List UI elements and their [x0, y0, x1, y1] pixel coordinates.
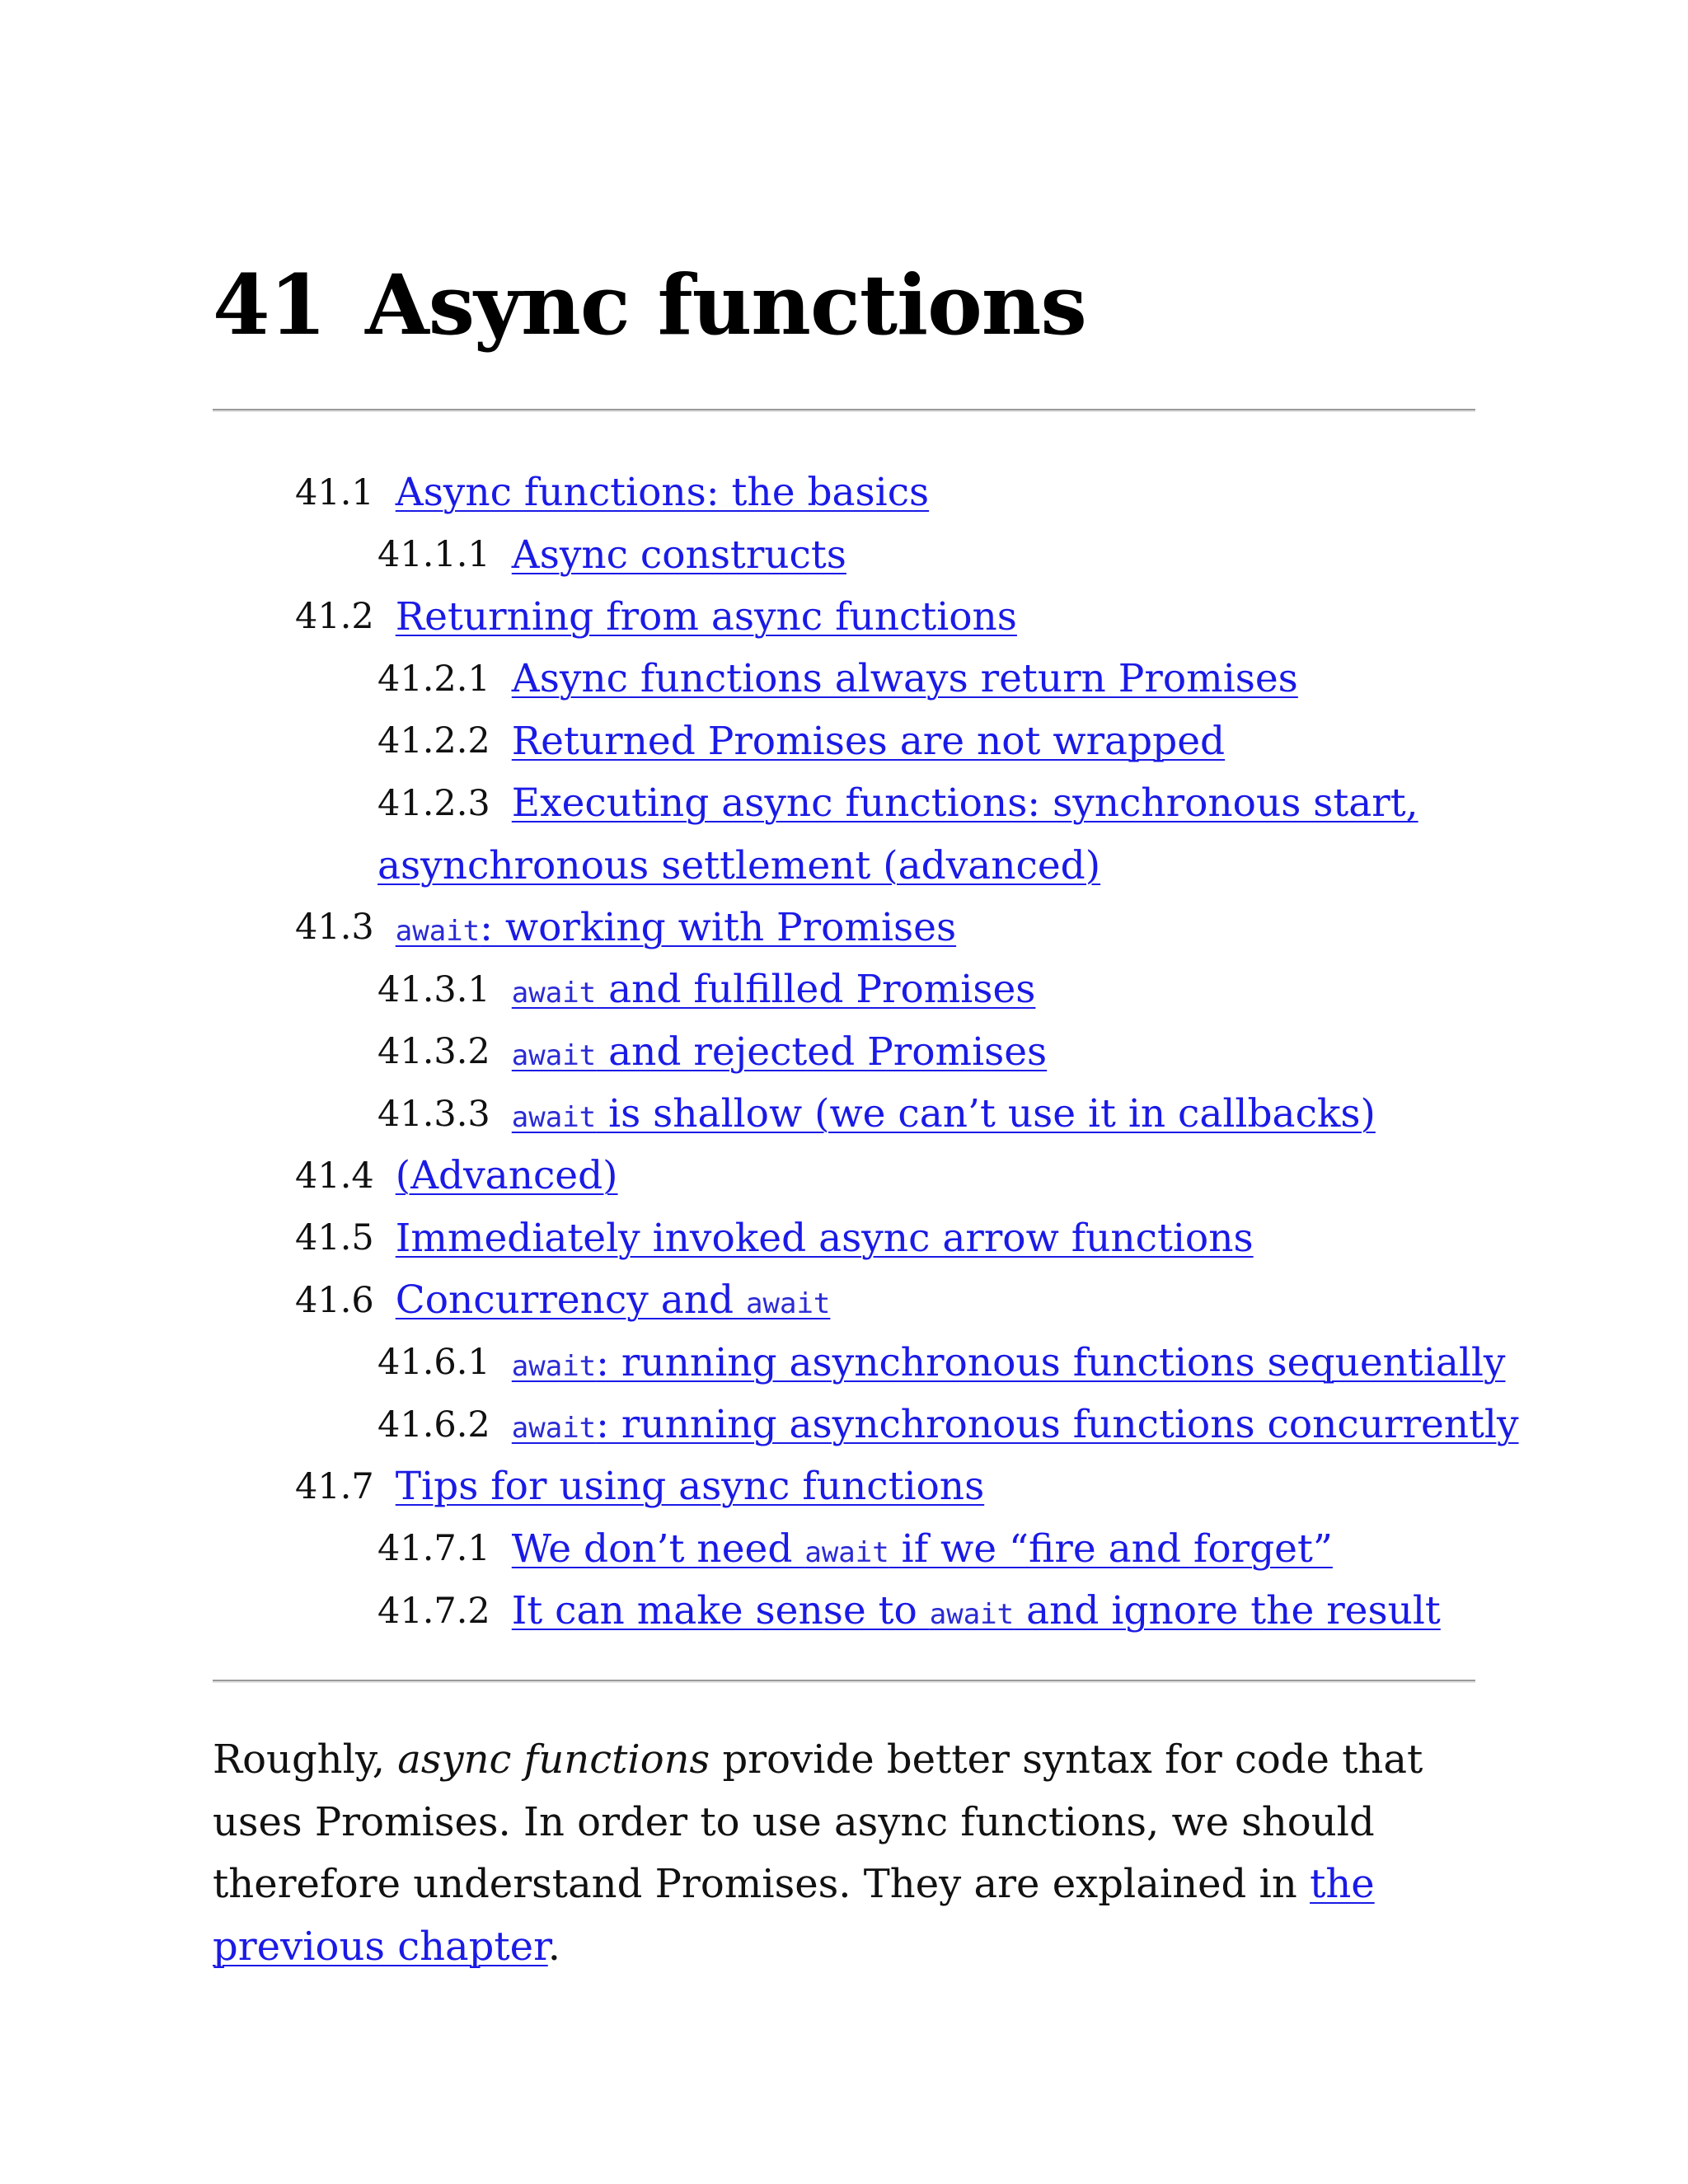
toc-item-number: 41.7.1: [377, 1528, 490, 1570]
toc-item: [295, 523, 1519, 585]
toc-link-text: Async constructs: [511, 532, 846, 578]
toc-item: [295, 1083, 1519, 1145]
toc-item: [295, 1269, 1519, 1331]
toc-link[interactable]: [512, 1588, 1441, 1633]
toc-item-number: 41.6.2: [377, 1404, 490, 1446]
toc-link[interactable]: [396, 1277, 831, 1323]
toc-link-text: and rejected Promises: [596, 1029, 1048, 1075]
toc-item: [295, 1021, 1519, 1083]
toc-item-number: 41.2: [295, 596, 374, 638]
toc-link[interactable]: [512, 719, 1225, 764]
code-await: await: [929, 1598, 1015, 1632]
toc-item-number: 41.1.1: [377, 534, 490, 576]
chapter-number: 41: [213, 256, 326, 354]
code-await: await: [746, 1287, 831, 1321]
toc-item-number: 41.3.1: [377, 968, 490, 1010]
chapter-title-text: Async functions: [365, 256, 1086, 354]
toc-item: [295, 834, 1519, 896]
code-await: await: [395, 914, 481, 948]
toc-link[interactable]: [377, 843, 1100, 888]
intro-text-before: Roughly,: [213, 1736, 398, 1783]
code-await: await: [511, 1101, 597, 1135]
toc-link-text: Tips for using async functions: [395, 1464, 985, 1510]
toc-link-text: asynchronous settlement (advanced): [377, 842, 1101, 888]
toc-link[interactable]: [512, 1029, 1047, 1075]
intro-text-middle: provide better syntax for code that uses Promises. In order to use async functions, we should therefore understand Promises. They are explained in: [213, 1736, 1423, 1907]
toc-item: [295, 710, 1519, 772]
toc-link-text: Concurrency and: [395, 1277, 747, 1324]
toc-item: [295, 1455, 1519, 1517]
toc-link[interactable]: [512, 1091, 1376, 1137]
toc-link-text: and ignore the result: [1014, 1588, 1441, 1634]
toc-link[interactable]: [512, 1340, 1506, 1385]
intro-paragraph: [213, 1729, 1475, 1978]
toc-link-text: Immediately invoked async arrow functions: [395, 1215, 1254, 1261]
toc-link[interactable]: [396, 1464, 984, 1509]
toc-item: [295, 586, 1519, 648]
toc-item-number: 41.2.2: [377, 720, 490, 762]
toc-link-text: : working with Promises: [480, 904, 957, 950]
intro-emphasis: async functions: [397, 1736, 710, 1783]
toc-link-text: Returning from async functions: [395, 593, 1017, 640]
toc-link[interactable]: [396, 470, 929, 515]
toc-link-text: : running asynchronous functions sequentially: [596, 1339, 1506, 1385]
toc-link[interactable]: [512, 532, 846, 578]
toc-link-text: Executing async functions: synchronous start,: [511, 780, 1418, 827]
toc-link[interactable]: [512, 967, 1036, 1012]
toc-item: [295, 1207, 1519, 1269]
toc-link-text: Async functions always return Promises: [511, 656, 1298, 702]
code-await: await: [511, 977, 597, 1010]
code-await: await: [511, 1038, 597, 1072]
toc-item: [295, 1394, 1519, 1455]
toc-item-number: 41.3: [295, 907, 374, 949]
toc-link[interactable]: [512, 780, 1418, 826]
code-await: await: [511, 1412, 597, 1446]
toc-item-number: 41.7.2: [377, 1590, 490, 1632]
toc-item-number: 41.2.1: [377, 658, 490, 700]
toc-item-number: 41.6.1: [377, 1342, 490, 1384]
toc-link-text: (Advanced): [395, 1153, 618, 1199]
chapter-title: [213, 251, 1086, 359]
toc-item-number: 41.1: [295, 471, 374, 513]
divider-bottom: [213, 1680, 1475, 1683]
toc-item: [295, 772, 1519, 834]
toc-link[interactable]: [396, 594, 1017, 640]
toc-item: [295, 958, 1519, 1020]
toc-item: [295, 648, 1519, 710]
toc-item: [295, 1518, 1519, 1580]
toc-link-text: Returned Promises are not wrapped: [511, 718, 1226, 764]
toc-item: [295, 462, 1519, 523]
toc-item-number: 41.6: [295, 1279, 374, 1321]
toc-link-text: It can make sense to: [511, 1588, 930, 1634]
toc-link[interactable]: [512, 656, 1298, 701]
toc-item-number: 41.4: [295, 1155, 374, 1197]
code-await: await: [511, 1349, 597, 1383]
previous-chapter-link[interactable]: the previous chapter: [213, 1861, 1375, 1970]
toc-link[interactable]: [396, 1216, 1254, 1261]
toc-link-text: Async functions: the basics: [395, 470, 930, 516]
toc-link-text: if we “fire and forget”: [889, 1526, 1333, 1572]
toc-link-text: and fulfilled Promises: [596, 967, 1036, 1013]
toc-link-text: : running asynchronous functions concurrently: [596, 1402, 1519, 1448]
toc-link[interactable]: [512, 1526, 1333, 1572]
toc-item-number: 41.7: [295, 1465, 374, 1507]
code-await: await: [804, 1535, 889, 1569]
toc-item-number: 41.2.3: [377, 782, 490, 824]
toc-item: [295, 1580, 1519, 1642]
toc-item-number: 41.3.2: [377, 1031, 490, 1073]
toc-item: [295, 897, 1519, 958]
toc-item: [295, 1145, 1519, 1207]
toc-item-number: 41.3.3: [377, 1093, 490, 1135]
toc-link-text: is shallow (we can’t use it in callbacks): [596, 1091, 1376, 1137]
divider-top: [213, 409, 1475, 412]
toc-link[interactable]: [396, 1153, 618, 1198]
toc-item-number: 41.5: [295, 1217, 374, 1259]
table-of-contents: [295, 462, 1519, 1642]
toc-link-text: We don’t need: [511, 1526, 805, 1572]
toc-link[interactable]: [512, 1402, 1519, 1447]
intro-text-after: .: [547, 1923, 561, 1970]
toc-link[interactable]: [396, 905, 956, 950]
toc-item: [295, 1331, 1519, 1393]
